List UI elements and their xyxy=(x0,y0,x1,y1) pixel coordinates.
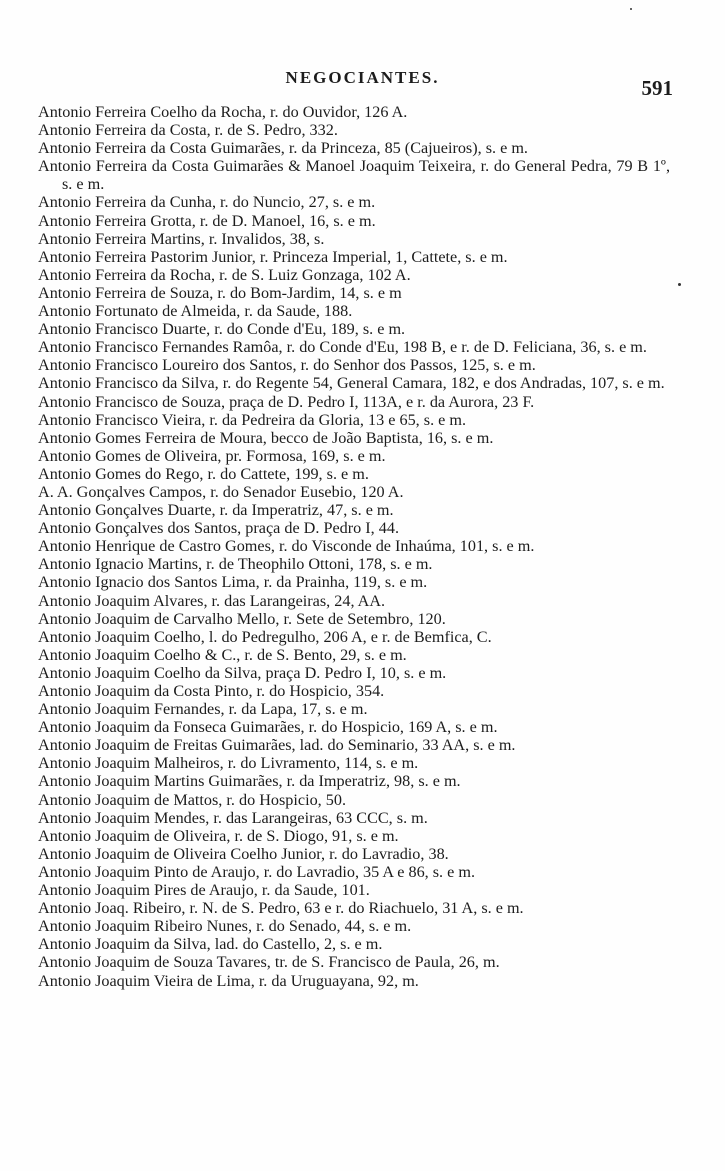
list-item: Antonio Ferreira da Costa Guimarães & Manoel Joaquim Teixeira, r. do General Pedra, 79 B 1º, s. e m. xyxy=(38,157,670,194)
list-item: Antonio Joaquim Vieira de Lima, r. da Uruguayana, 92, m. xyxy=(38,971,419,990)
list-item: Antonio Joaquim Martins Guimarães, r. da Imperatriz, 98, s. e m. xyxy=(38,772,461,791)
list-item: Antonio Gomes do Rego, r. do Cattete, 199, s. e m. xyxy=(38,464,369,483)
list-item: Antonio Gonçalves dos Santos, praça de D. Pedro I, 44. xyxy=(38,519,400,538)
list-item: Antonio Ignacio dos Santos Lima, r. da Prainha, 119, s. e m. xyxy=(38,573,428,592)
list-item: Antonio Fortunato de Almeida, r. da Saude, 188. xyxy=(38,302,353,321)
list-item: Antonio Joaquim de Oliveira Coelho Junior, r. do Lavradio, 38. xyxy=(38,844,449,863)
list-item: Antonio Joaquim Pinto de Araujo, r. do Lavradio, 35 A e 86, s. e m. xyxy=(38,862,476,881)
list-item: Antonio Joaquim Coelho & C., r. de S. Bento, 29, s. e m. xyxy=(38,645,407,664)
list-item: Antonio Joaquim Ribeiro Nunes, r. do Senado, 44, s. e m. xyxy=(38,917,412,936)
list-item: Antonio Gomes Ferreira de Moura, becco de João Baptista, 16, s. e m. xyxy=(38,428,494,447)
list-item: Antonio Ignacio Martins, r. de Theophilo Ottoni, 178, s. e m. xyxy=(38,555,433,574)
printing-speck xyxy=(678,283,681,286)
list-item: Antonio Gonçalves Duarte, r. da Imperatriz, 47, s. e m. xyxy=(38,501,394,520)
list-item: Antonio Ferreira Pastorim Junior, r. Princeza Imperial, 1, Cattete, s. e m. xyxy=(38,247,508,266)
entry-list xyxy=(38,103,670,990)
list-item: Antonio Joaquim Alvares, r. das Larangeiras, 24, AA. xyxy=(38,591,386,610)
list-item: Antonio Joaq. Ribeiro, r. N. de S. Pedro, 63 e r. do Riachuelo, 31 A, s. e m. xyxy=(38,899,524,918)
list-item: Antonio Francisco Duarte, r. do Conde d'Eu, 189, s. e m. xyxy=(38,320,406,339)
list-item: Antonio Joaquim de Souza Tavares, tr. de S. Francisco de Paula, 26, m. xyxy=(38,953,500,972)
list-item: Antonio Francisco de Souza, praça de D. Pedro I, 113A, e r. da Aurora, 23 F. xyxy=(38,392,535,411)
list-item: Antonio Ferreira da Cunha, r. do Nuncio, 27, s. e m. xyxy=(38,193,376,212)
list-item: Antonio Ferreira da Rocha, r. de S. Luiz Gonzaga, 102 A. xyxy=(38,265,411,284)
list-item: Antonio Joaquim de Carvalho Mello, r. Sete de Setembro, 120. xyxy=(38,609,446,628)
list-item: Antonio Joaquim Malheiros, r. do Livramento, 114, s. e m. xyxy=(38,754,419,773)
list-item: Antonio Joaquim de Oliveira, r. de S. Diogo, 91, s. e m. xyxy=(38,826,399,845)
list-item: Antonio Francisco da Silva, r. do Regente 54, General Camara, 182, e dos Andradas, 107, s. e m. xyxy=(38,374,665,393)
list-item: Antonio Joaquim Coelho, l. do Pedregulho, 206 A, e r. de Bemfica, C. xyxy=(38,627,492,646)
list-item: Antonio Joaquim Pires de Araujo, r. da Saude, 101. xyxy=(38,881,370,900)
list-item: Antonio Joaquim da Costa Pinto, r. do Hospicio, 354. xyxy=(38,682,385,700)
list-item: Antonio Joaquim Mendes, r. das Larangeiras, 63 CCC, s. m. xyxy=(38,808,428,827)
list-item: Antonio Joaquim Coelho da Silva, praça D. Pedro I, 10, s. e m. xyxy=(38,663,447,682)
page-number: 591 xyxy=(641,76,673,100)
list-item: Antonio Joaquim da Fonseca Guimarães, r. do Hospicio, 169 A, s. e m. xyxy=(38,718,498,737)
list-item: Antonio Joaquim de Mattos, r. do Hospicio, 50. xyxy=(38,790,346,809)
list-item: Antonio Francisco Loureiro dos Santos, r. do Senhor dos Passos, 125, s. e m. xyxy=(38,356,536,375)
list-item: Antonio Ferreira Martins, r. Invalidos, 38, s. xyxy=(38,229,325,248)
list-item: Antonio Joaquim da Silva, lad. do Castello, 2, s. e m. xyxy=(38,935,383,954)
list-item: Antonio Ferreira da Costa Guimarães, r. da Princeza, 85 (Cajueiros), s. e m. xyxy=(38,139,528,158)
list-item: Antonio Francisco Vieira, r. da Pedreira da Gloria, 13 e 65, s. e m. xyxy=(38,410,467,429)
list-item: Antonio Ferreira Coelho da Rocha, r. do Ouvidor, 126 A. xyxy=(38,103,408,121)
printing-speck xyxy=(630,8,632,10)
list-item: Antonio Henrique de Castro Gomes, r. do Visconde de Inhaúma, 101, s. e m. xyxy=(38,537,535,556)
page-title: NEGOCIANTES. xyxy=(285,68,440,87)
list-item: A. A. Gonçalves Campos, r. do Senador Eusebio, 120 A. xyxy=(38,482,404,501)
list-item: Antonio Joaquim Fernandes, r. da Lapa, 17, s. e m. xyxy=(38,700,368,719)
list-item: Antonio Ferreira da Costa, r. de S. Pedro, 332. xyxy=(38,121,338,140)
list-item: Antonio Joaquim de Freitas Guimarães, lad. do Seminario, 33 AA, s. e m. xyxy=(38,736,516,755)
list-item: Antonio Ferreira de Souza, r. do Bom-Jardim, 14, s. e m xyxy=(38,283,402,302)
list-item: Antonio Gomes de Oliveira, pr. Formosa, 169, s. e m. xyxy=(38,446,386,465)
list-item: Antonio Francisco Fernandes Ramôa, r. do Conde d'Eu, 198 B, e r. de D. Feliciana, 36, s. e m. xyxy=(38,338,647,357)
list-item: Antonio Ferreira Grotta, r. de D. Manoel, 16, s. e m. xyxy=(38,211,376,230)
